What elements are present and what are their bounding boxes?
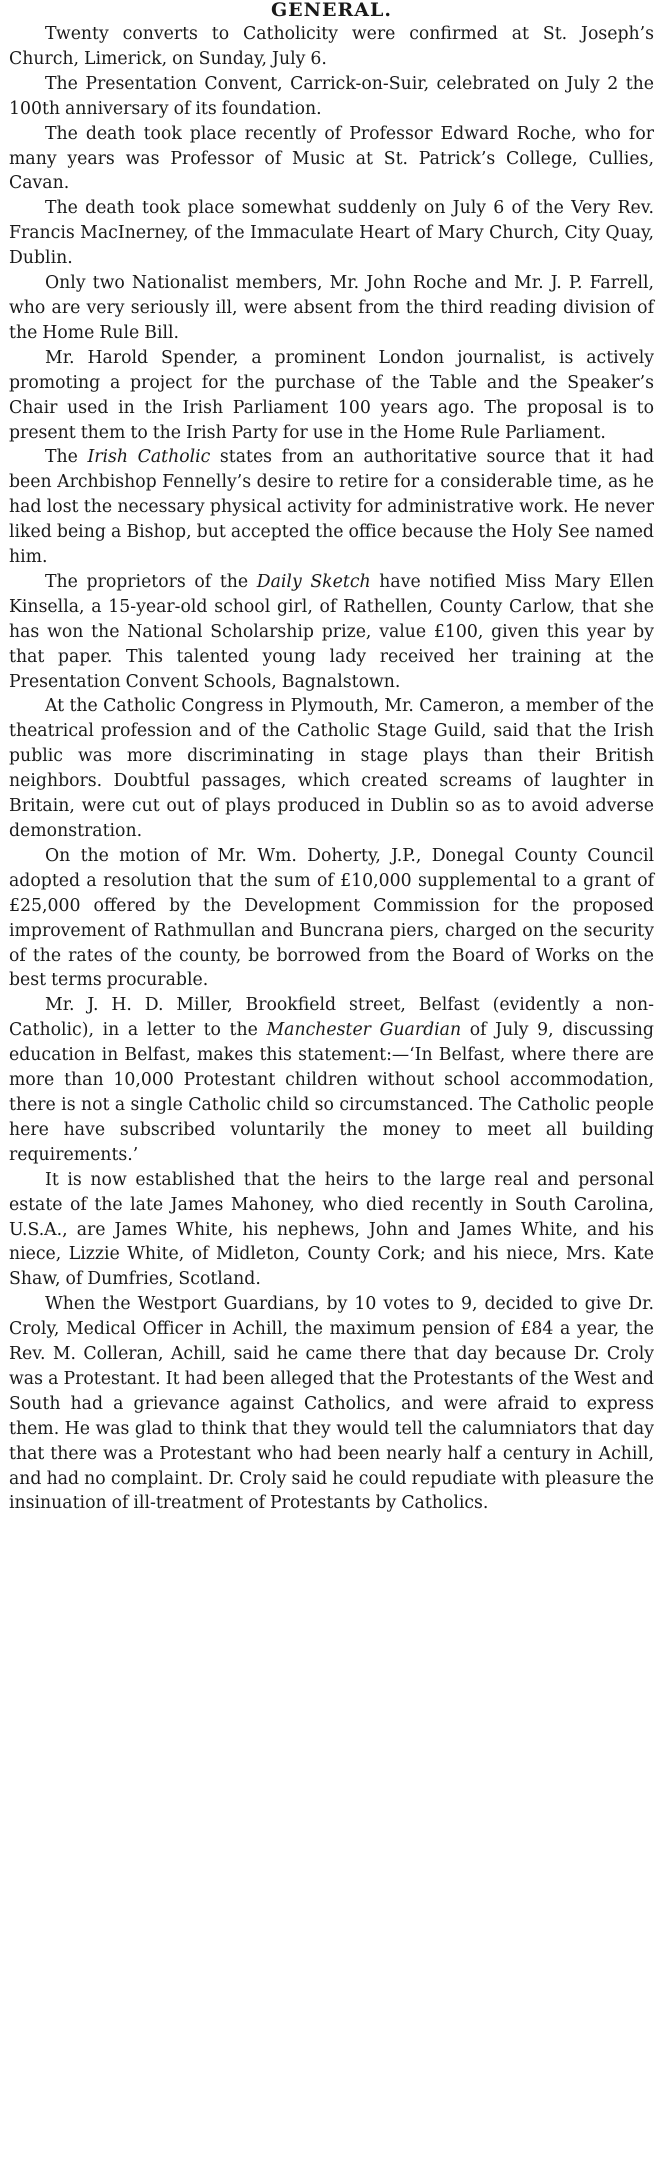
paragraph-death-roche: The death took place recently of Professor Edward Roche, who for many years was Professor of Music at St. Patrick’s College, Cullies, Cavan. xyxy=(9,123,654,194)
paragraph-westport-guardians: When the Westport Guardians, by 10 votes to 9, decided to give Dr. Croly, Medical Officer in Achill, the maximum pension of £84 a year, the Rev. M. Colleran, Achill, said he came there that day because Dr. Croly was a Protestant. It had been alleged that the Protestants of the West and South had a grievance against Catholics, and were afraid to express them. He was glad to think that they would tell the calumniators that day that there was a Protestant who had been nearly half a century in Achill, and had no complaint. Dr. Croly said he could repudiate with pleasure the insinuation of ill-treatment of Protestants by Catholics. xyxy=(9,1294,654,1514)
text-run: have notified Miss Mary Ellen Kinsella, a 15-year-old school girl, of Rathellen, County Carlow, that she has won the National Scholarship prize, value £100, given this year by that paper. This talented young lady received her training at the Presentation Convent Schools, Bagnalstown. xyxy=(9,571,654,692)
paragraph-harold-spender: Mr. Harold Spender, a prominent London journalist, is actively promoting a project for the purchase of the Table and the Speaker’s Chair used in the Irish Parliament 100 years ago. The proposal is to present them to the Irish Party for use in the Home Rule Parliament. xyxy=(9,347,654,443)
publication-title: Daily Sketch xyxy=(256,571,371,592)
paragraph-donegal-council: On the motion of Mr. Wm. Doherty, J.P., Donegal County Council adopted a resolution that the sum of £10,000 supplemental to a grant of £25,000 offered by the Development Commission for the proposed improvement of Rathmullan and Buncrana piers, charged on the security of the rates of the county, be borrowed from the Board of Works on the best terms procurable. xyxy=(9,845,654,991)
text-run: The xyxy=(45,447,88,468)
paragraph-presentation-convent: The Presentation Convent, Carrick-on-Suir, celebrated on July 2 the 100th anniversary of its foundation. xyxy=(9,73,654,119)
text-run: The proprietors of the xyxy=(45,571,257,592)
paragraph-archbishop-fennelly xyxy=(9,445,654,570)
paragraph-belfast-education xyxy=(9,993,654,1167)
text-run: Mr. J. H. D. Miller, Brookfield street, Belfast (evidently a non-Catholic), in a letter to the xyxy=(9,995,654,1041)
paragraph-converts: Twenty converts to Catholicity were confirmed at St. Joseph’s Church, Limerick, on Sunday, July 6. xyxy=(9,24,654,69)
paragraph-mahoney-estate: It is now established that the heirs to the large real and personal estate of the late James Mahoney, who died recently in South Carolina, U.S.A., are James White, his nephews, John and James White, and his niece, Lizzie White, of Midleton, County Cork; and his niece, Mrs. Kate Shaw, of Dumfries, Scotland. xyxy=(9,1169,654,1290)
section-heading: GENERAL. xyxy=(270,0,393,21)
text-run: states from an authoritative source that it had been Archbishop Fennelly’s desire to retire for a considerable time, as he had lost the necessary physical activity for administrative work. He never liked being a Bishop, but accepted the office because the Holy See named him. xyxy=(9,447,655,568)
publication-title: Manchester Guardian xyxy=(266,1020,462,1041)
text-run: of July 9, discussing education in Belfast, makes this statement:—‘In Belfast, where there are more than 10,000 Protestant children without school accommodation, there is not a single Catholic child so circumstanced. The Catholic people here have subscribed voluntarily the money to meet all building requirements.’ xyxy=(9,1020,654,1165)
publication-title: Irish Catholic xyxy=(87,447,211,468)
paragraph-scholarship xyxy=(9,570,654,695)
paragraph-nationalist-members: Only two Nationalist members, Mr. John Roche and Mr. J. P. Farrell, who are very seriously ill, were absent from the third reading division of the Home Rule Bill. xyxy=(9,273,654,343)
paragraph-death-macinerney: The death took place somewhat suddenly on July 6 of the Very Rev. Francis MacInerney, of the Immaculate Heart of Mary Church, City Quay, Dublin. xyxy=(9,198,654,269)
paragraph-catholic-congress: At the Catholic Congress in Plymouth, Mr. Cameron, a member of the theatrical profession and of the Catholic Stage Guild, said that the Irish public was more discriminating in stage plays than their British neighbors. Doubtful passages, which created screams of laughter in Britain, were cut out of plays produced in Dublin so as to avoid adverse demonstration. xyxy=(9,696,654,841)
